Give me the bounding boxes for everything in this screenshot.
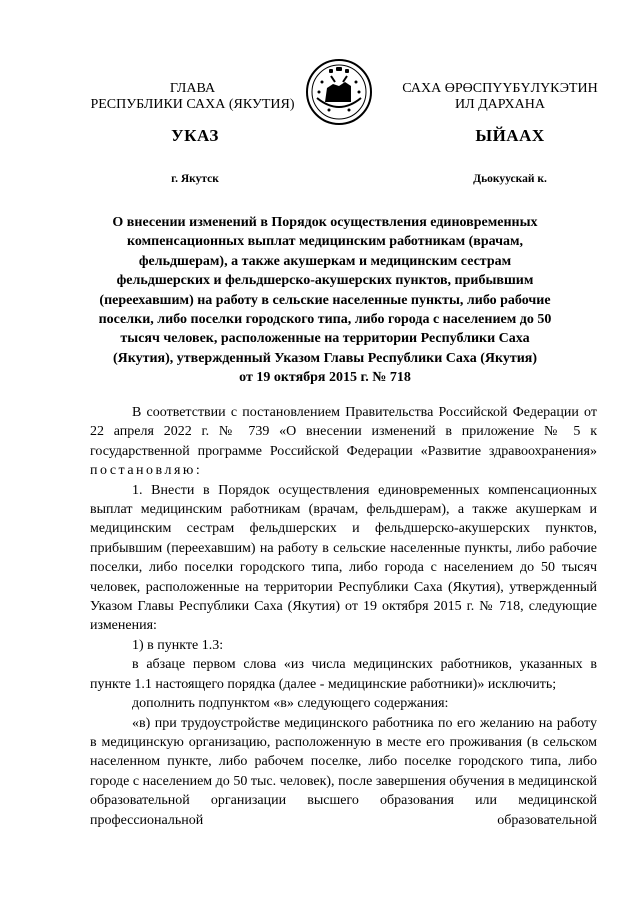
title-line: от 19 октября 2015 г. № 718 (239, 370, 411, 386)
paragraph-preamble (90, 403, 597, 481)
paragraph-subpoint-v: «в) при трудоустройстве медицинского работника по его желанию на работу в медицинскую организацию, расположенную в месте его проживания (в сельском населенном пункте, либо рабочем поселке, либо поселке городского типа, либо городе с населением до 50 тыс. человек), после завершения обучения в медицинской образовательной организации высшего образования или медицинской профессиональной образовательной (90, 715, 597, 828)
header-left-line2: РЕСПУБЛИКИ САХА (ЯКУТИЯ) (90, 97, 295, 112)
title-line: тысяч человек, расположенные на территории Республики Саха (120, 331, 530, 347)
document-title (90, 213, 560, 388)
paragraph-amendment-2: дополнить подпунктом «в» следующего содержания: (132, 696, 449, 712)
title-line: (Якутия), утвержденный Указом Главы Республики Саха (Якутия) (112, 350, 538, 366)
title-line: компенсационных выплат медицинским работникам (врачам, (127, 234, 523, 250)
title-line: (переехавшим) на работу в сельские населенные пункты, либо рабочие (99, 292, 551, 308)
title-line: поселки, либо поселки городского типа, либо города с населением до 50 (98, 312, 552, 328)
city-ru: г. Якутск (171, 173, 219, 185)
document-body (90, 403, 597, 830)
paragraph-subitem-1: 1) в пункте 1.3: (132, 637, 224, 653)
decree-title-ru: УКАЗ (171, 126, 219, 145)
paragraph-item-1: 1. Внести в Порядок осуществления единовременных компенсационных выплат медицинским работникам (врачам, фельдшерам), а также акушеркам и медицинским сестрам фельдшерских и фельдшерско-акушерских пунктов, прибывшим (переехавшим) на работу в сельские населенные пункты, либо рабочие поселки, либо поселки городского типа, либо города с населением до 50 тысяч человек, расположенные на территории Республики Саха (Якутия), утвержденный Указом Главы Республики Саха (Якутия) от 19 октября 2015 г. № 718, следующие изменения: (90, 482, 597, 634)
header-left-line1: ГЛАВА (169, 81, 216, 96)
header-left (70, 81, 315, 113)
header-right (380, 81, 620, 113)
city-sah: Дьокуускай к. (473, 173, 547, 185)
title-line: фельдшерам), а также акушеркам и медицинским сестрам (138, 253, 512, 269)
header-right-line1: САХА ӨРӨСПҮҮБҮЛҮКЭТИН (402, 81, 598, 96)
header-right-line2: ИЛ ДАРХАНА (454, 97, 545, 112)
title-line: фельдшерских и фельдшерско-акушерских пунктов, прибывшим (116, 273, 534, 289)
paragraph-amendment-1: в абзаце первом слова «из числа медицинских работников, указанных в пункте 1.1 настоящего порядка (далее - медицинские работники)» исключить; (90, 657, 597, 692)
title-line: О внесении изменений в Порядок осуществления единовременных (112, 215, 538, 230)
decree-title-sah: ЫЙААХ (475, 126, 545, 145)
coat-of-arms-icon (305, 58, 373, 126)
resolution-word: постановляю: (90, 463, 203, 479)
preamble-text: В соответствии с постановлением Правительства Российской Федерации от 22 апреля 2022 г. № 739 «О внесении изменений в приложение № 5 к государственной программе Российской Федерации «Развитие здравоохранения» (90, 405, 597, 459)
